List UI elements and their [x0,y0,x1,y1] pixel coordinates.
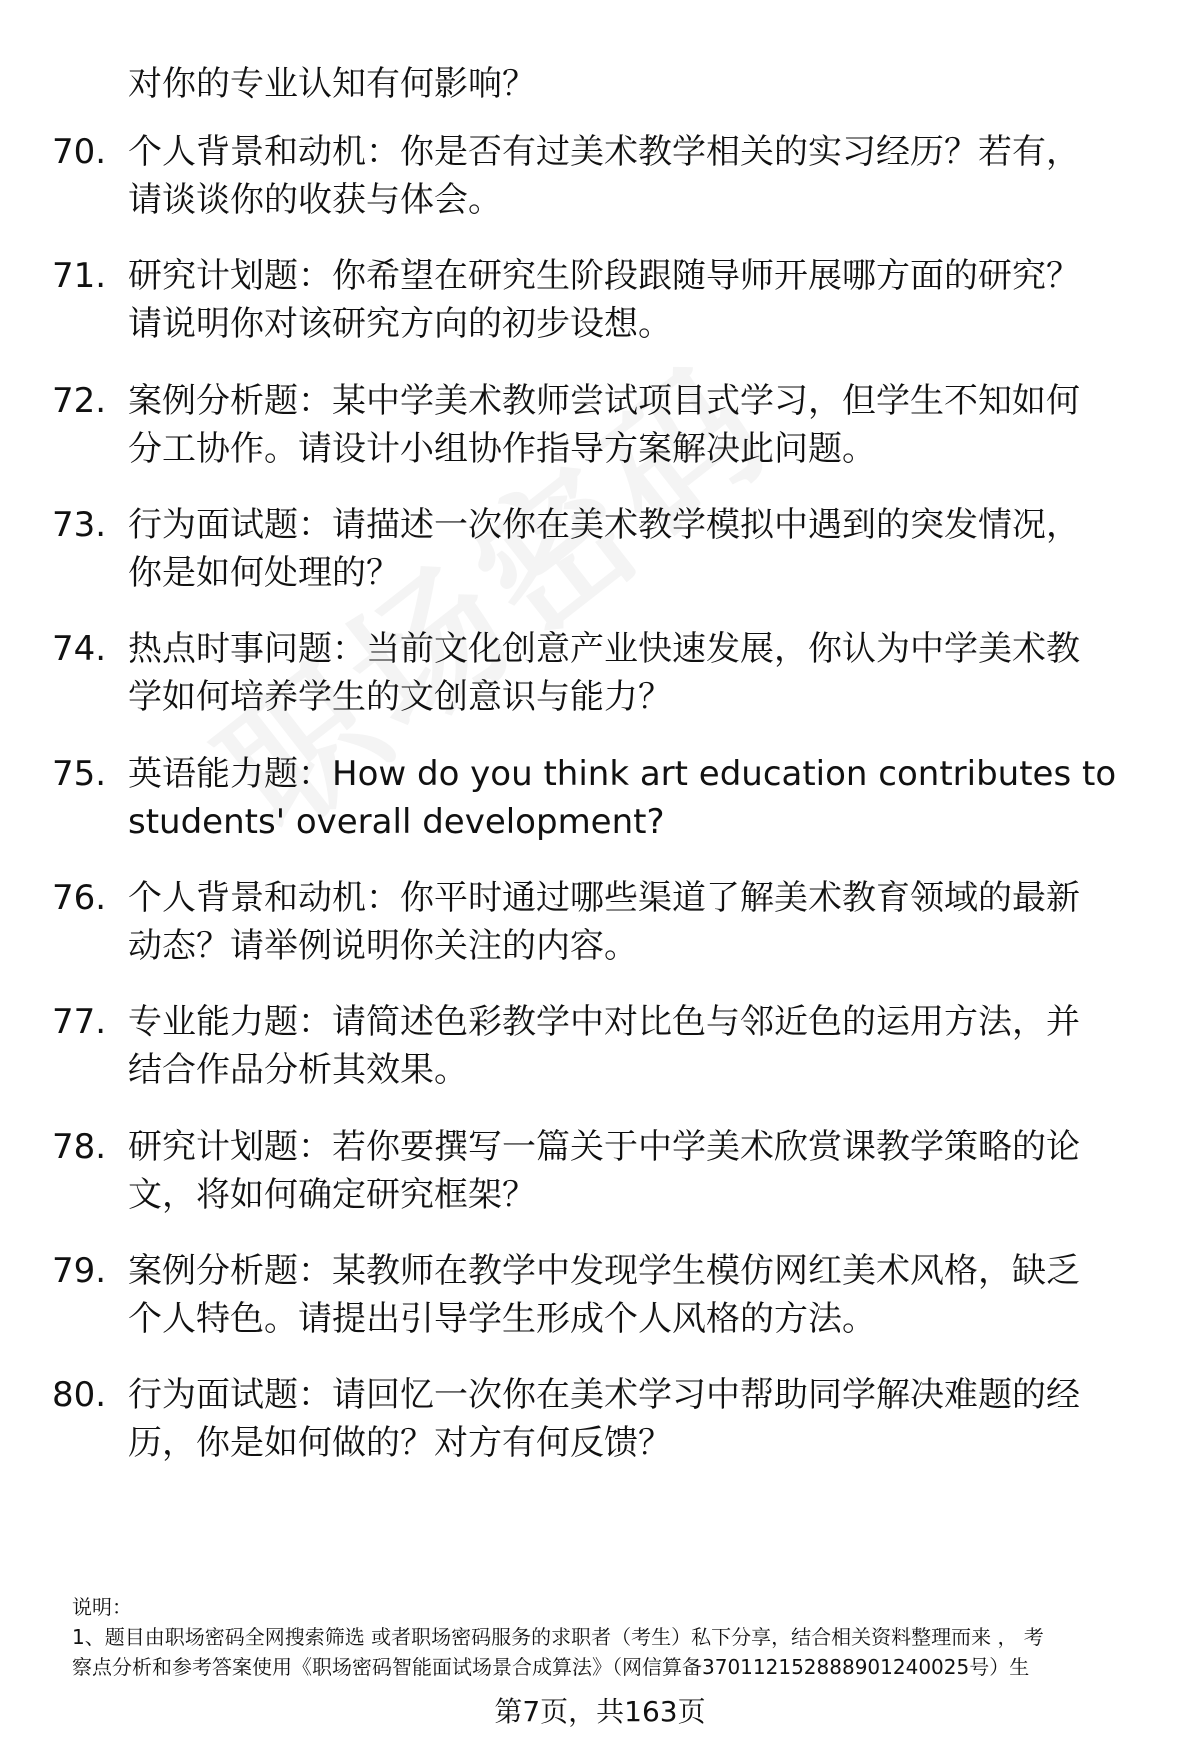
notes-line-1: 1、题目由职场密码全网搜索筛选 或者职场密码服务的求职者（考生）私下分享，结合相关资料整理而来 ， 考 [72,1625,1044,1649]
question-number: 74. [52,629,107,669]
question-text-line2: students' overall development? [128,802,665,842]
question-text-line2: 分工协作。请设计小组协作指导方案解决此问题。 [128,429,876,469]
question-text-line2: 个人特色。请提出引导学生形成个人风格的方法。 [128,1299,876,1339]
question-text-line2: 结合作品分析其效果。 [128,1050,468,1090]
question-number: 75. [52,754,107,794]
question-number: 73. [52,505,107,545]
question-text-line1: 英语能力题：How do you think art education contributes to [128,754,1117,794]
question-text-line2: 历，你是如何做的？对方有何反馈？ [128,1423,672,1463]
notes-heading: 说明： [72,1595,132,1619]
question-number: 77. [52,1002,107,1042]
question-text-line1: 个人背景和动机：你是否有过美术教学相关的实习经历？若有， [128,132,1080,172]
question-number: 71. [52,256,107,296]
notes-line-2: 察点分析和参考答案使用《职场密码智能面试场景合成算法》（网信算备370112152888901240025号）生 [72,1655,1030,1679]
page-number-footer: 第7页，共163页 [494,1695,706,1728]
question-text-line2: 动态？请举例说明你关注的内容。 [128,926,638,966]
question-number: 72. [52,381,107,421]
continued-question-text: 对你的专业认知有何影响？ [128,64,536,104]
question-text-line2: 请谈谈你的收获与体会。 [128,180,502,220]
question-number: 79. [52,1251,107,1291]
question-text-line1: 研究计划题：你希望在研究生阶段跟随导师开展哪方面的研究？ [128,256,1080,296]
question-text-line1: 案例分析题：某教师在教学中发现学生模仿网红美术风格，缺乏 [128,1251,1080,1291]
question-text-line1: 行为面试题：请回忆一次你在美术学习中帮助同学解决难题的经 [128,1375,1080,1415]
question-text-line1: 案例分析题：某中学美术教师尝试项目式学习，但学生不知如何 [128,381,1080,421]
question-text-line2: 你是如何处理的？ [128,553,400,593]
question-text-line2: 学如何培养学生的文创意识与能力？ [128,677,672,717]
question-number: 80. [52,1375,107,1415]
question-text-line1: 专业能力题：请简述色彩教学中对比色与邻近色的运用方法，并 [128,1002,1080,1042]
question-number: 78. [52,1127,107,1167]
question-text-line1: 个人背景和动机：你平时通过哪些渠道了解美术教育领域的最新 [128,878,1080,918]
question-text-line2: 请说明你对该研究方向的初步设想。 [128,304,672,344]
question-number: 70. [52,132,107,172]
question-number: 76. [52,878,107,918]
question-text-line1: 研究计划题：若你要撰写一篇关于中学美术欣赏课教学策略的论 [128,1127,1080,1167]
question-text-line1: 热点时事问题：当前文化创意产业快速发展，你认为中学美术教 [128,629,1080,669]
question-text-line1: 行为面试题：请描述一次你在美术教学模拟中遇到的突发情况， [128,505,1080,545]
question-text-line2: 文，将如何确定研究框架？ [128,1175,536,1215]
